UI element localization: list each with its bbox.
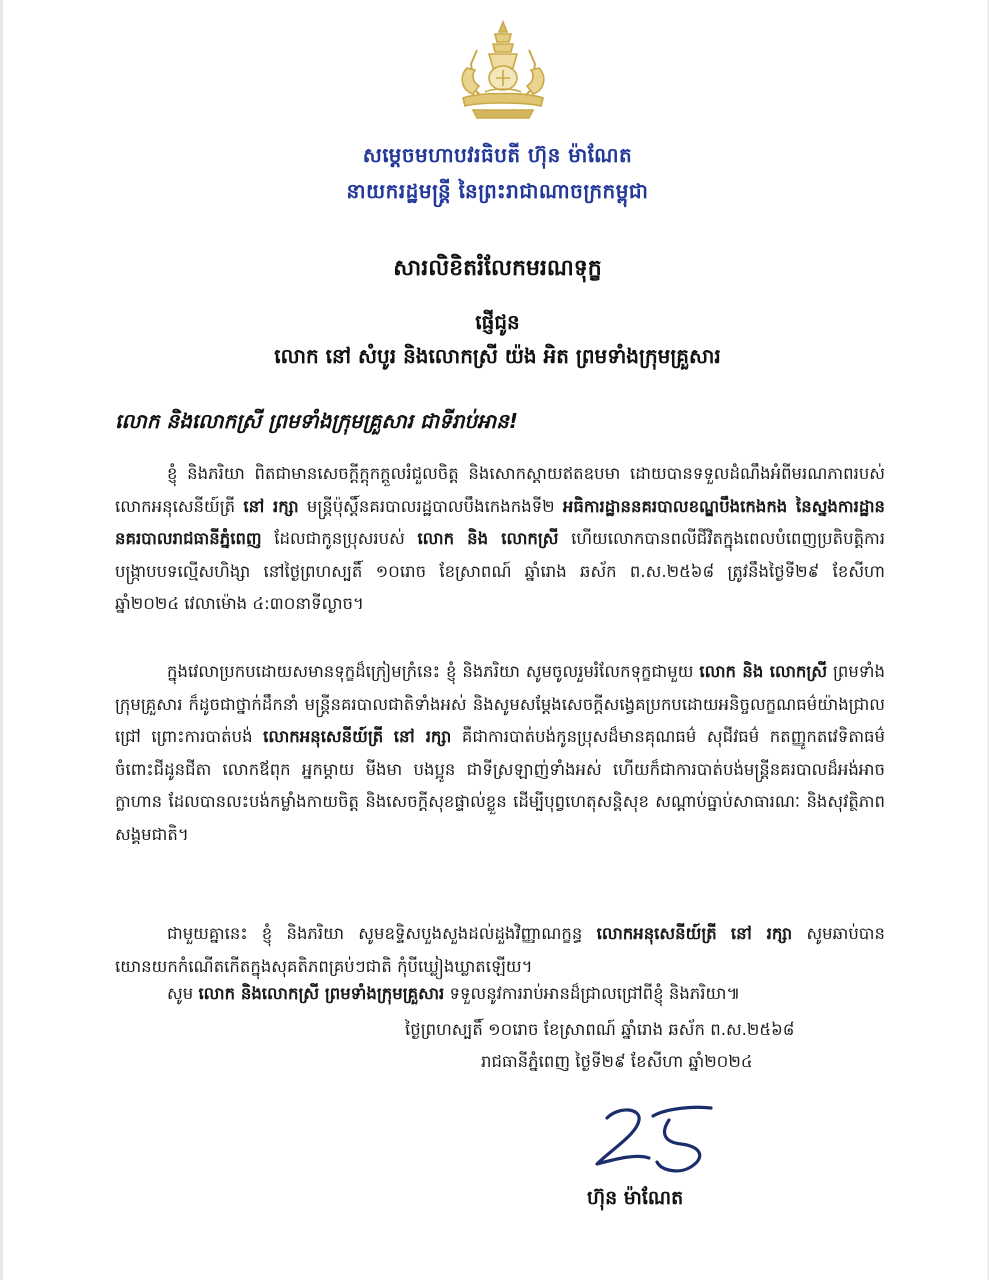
parents-name: លោក និង លោកស្រី (417, 529, 559, 548)
recipients-closing: លោក និងលោកស្រី ព្រមទាំងក្រុមគ្រួសារ (198, 984, 445, 1003)
paragraph-closing (115, 978, 885, 1011)
p4-part2: ទទួលនូវការរាប់អានដ៏ជ្រាលជ្រៅពីខ្ញុំ និងភរិយា៕ (449, 984, 741, 1003)
paragraph-sympathy (115, 656, 885, 851)
p1-part3: ដែលជាកូនប្រុសរបស់ (274, 529, 405, 548)
p2-part3: គឺជាការបាត់បង់កូនប្រុសដ៏មានគុណធម៌ សុជីវធម៌ កតញ្ញូកតវេទិតាធម៌ ចំពោះជីដូនជីតា លោកឪពុក អ្នកម្តាយ មីងមា បងប្អូន ជាទីស្រឡាញ់ទាំងអស់ ហើយក៏ជាការបាត់បង់មន្ត្រីនគរបាលដ៏អង់អាចក្លាហាន ដែលបានលះបង់កម្លាំងកាយចិត្ត និងសេចក្តីសុខផ្ទាល់ខ្លួន ដើម្បីបុព្វហេតុសន្តិសុខ សណ្តាប់ធ្នាប់សាធារណៈ និងសុវត្ថិភាពសង្គមជាតិ។ (115, 727, 885, 844)
recipients-line: លោក នៅ សំបូរ និងលោកស្រី យ៉ង អិត ព្រមទាំងក្រុមគ្រួសារ (274, 344, 721, 368)
date-solar: រាជធានីភ្នំពេញ ថ្ងៃទី២៩ ខែសីហា ឆ្នាំ២០២៤ (481, 1052, 753, 1071)
royal-coat-of-arms-icon (449, 20, 557, 124)
p2-part2: ព្រមទាំងក្រុមគ្រួសារ ក៏ដូចជាថ្នាក់ដឹកនាំ មន្ត្រីនគរបាលជាតិទាំងអស់ និងសូមសម្តែងសេចក្តីសង្វេគប្រកបដោយអនិច្ចលក្ខណធម៌យ៉ាងជ្រាលជ្រៅ ព្រោះការបាត់បង់ (115, 662, 885, 746)
date-lunar: ថ្ងៃព្រហស្បតិ៍ ១០រោច ខែស្រាពណ៍ ឆ្នាំរោង ឆស័ក ព.ស.២៥៦៨ (405, 1020, 795, 1039)
header-name-line: សម្តេចមហាបវរធិបតី ហ៊ុន ម៉ាណែត (362, 143, 633, 167)
deceased-name: នៅ រក្សា (730, 924, 793, 943)
letter-title: សារលិខិតរំលែកមរណទុក្ខ (393, 256, 602, 281)
p1-part2: មន្ត្រីប៉ុស្តិ៍នគរបាលរដ្ឋបាលបឹងកេងកងទី២ (306, 496, 555, 516)
handwritten-signature-icon (589, 1098, 729, 1178)
header-position-line: នាយករដ្ឋមន្ត្រី នៃព្រះរាជាណាចក្រកម្ពុជា (346, 179, 649, 203)
deceased-name: នៅ រក្សា (393, 727, 452, 746)
paragraph-prayer (115, 918, 885, 983)
paragraph-condolence-news (115, 458, 885, 621)
p3-part1: ជាមួយគ្នានេះ ខ្ញុំ និងភរិយា សូមឧទ្ទិសបួងសួងដល់ដួងវិញ្ញាណក្ខន្ធ (167, 924, 583, 943)
parents-name: លោក និង លោកស្រី (699, 662, 828, 681)
signer-name: ហ៊ុន ម៉ាណែត (587, 1187, 684, 1209)
deceased-name: នៅ រក្សា (243, 496, 299, 516)
p2-part1: ក្នុងវេលាប្រកបដោយសមានទុក្ខដ៏ក្រៀមក្រំនេះ ខ្ញុំ និងភរិយា សូមចូលរួមរំលែកទុក្ខជាមួយ (167, 662, 694, 681)
unit-name: អធិការដ្ឋាននគរបាលខណ្ឌបឹងកេងកង នៃស្នងការដ្ឋាននគរបាលរាជធានីភ្នំពេញ (115, 496, 886, 548)
salutation: លោក និងលោកស្រី ព្រមទាំងក្រុមគ្រួសារ ជាទីរាប់អាន! (115, 409, 518, 433)
deceased-rank: លោកអនុសេនីយ៍ត្រី (263, 727, 384, 746)
deceased-rank: លោកអនុសេនីយ៍ត្រី (596, 924, 717, 943)
p1-part1: ខ្ញុំ និងភរិយា ពិតជាមានសេចក្តីក្តុកក្តួលរំជួលចិត្ត និងសោកស្តាយឥតឧបមា ដោយបានទទួលដំណឹងអំពីមរណភាពរបស់ លោកអនុសេនីយ៍ត្រី (115, 464, 885, 516)
p3-part2: សូមឆាប់បានយោនយកកំណើតកើតក្នុងសុគតិភពគ្រប់ៗជាតិ កុំបីឃ្លៀងឃ្លាតឡើយ។ (115, 924, 885, 976)
send-to-label: ផ្ញើជូន (475, 310, 520, 334)
p4-part1: សូម (167, 984, 194, 1003)
p1-part4: ហើយលោកបានពលីជីវិតក្នុងពេលបំពេញប្រតិបត្តិការបង្ក្រាបបទល្មើសហិង្សា នៅថ្ងៃព្រហស្បតិ៍ ១០រោច ខែស្រាពណ៍ ឆ្នាំរោង ឆស័ក ព.ស.២៥៦៨ ត្រូវនឹងថ្ងៃទី២៩ ខែសីហា ឆ្នាំ២០២៤ វេលាម៉ោង ៤:៣០នាទីល្ងាច។ (115, 529, 885, 613)
